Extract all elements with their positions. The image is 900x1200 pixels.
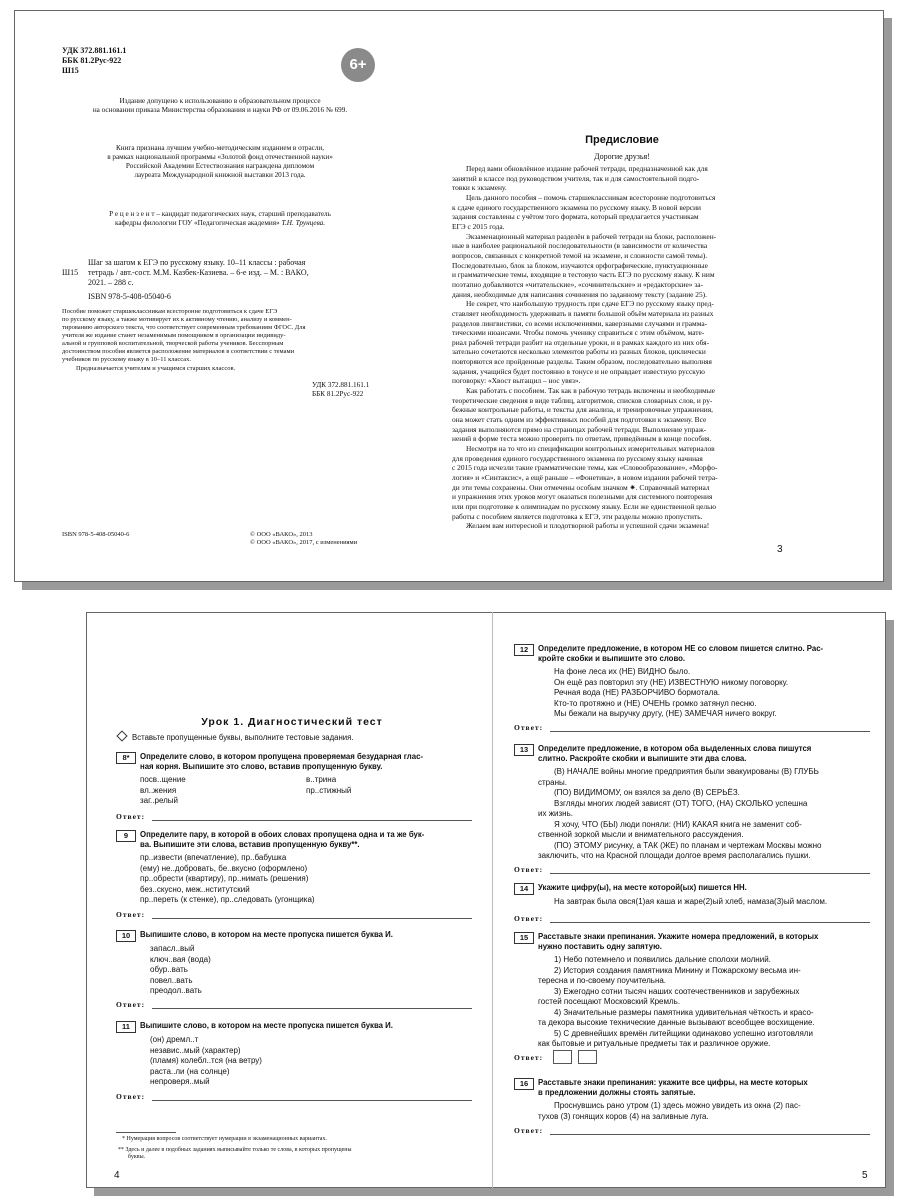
age-rating-badge: 6+ (341, 48, 375, 82)
lesson-title: Урок 1. Диагностический тест (201, 716, 383, 728)
footnotes: * Нумерация вопросов соответствует нумерации в экзаменационных вариантах. ** Здесь и далее в подобных заданиях выписывайте только те слова, в которых пропущены буквы. (118, 1136, 352, 1160)
preface-line: занятий в классе под руководством учителя, так и для самостоятельной подго- (452, 173, 700, 183)
instruction: Вставьте пропущенные буквы, выполните тестовые задания. (118, 732, 354, 742)
preface-body (452, 164, 790, 531)
preface-line: логия» и «Синтаксис», а ещё раньше – «Фонетика», в новом издании рабочей тетра- (452, 473, 718, 482)
preface-title: Предисловие (585, 134, 659, 146)
question-number-13: 13 (514, 744, 534, 756)
award-note: Книга признана лучшим учебно-методическим изданием в отрасли, в рамках национальной программы «Золотой фонд отечественной науки» Российской Академии Естествознания награждена дипломом лауреата Международной книжной выставки 2013 года. (107, 144, 333, 179)
answer-label-9: Ответ: (116, 910, 146, 919)
answer-label-13: Ответ: (514, 865, 544, 874)
question-number-15: 15 (514, 932, 534, 944)
question-9-items: пр..извести (впечатление), пр..бабушка (ему) не..добровать, бе..вкусно (оформлено) пр..обрести (квартиру), пр..нимать (решения) без..скусно, меж..нститутский пр..переть (к стенке), пр..следовать (угонщика) (140, 853, 315, 904)
question-10-text: Выпишите слово, в котором на месте пропуска пишется буква И. (140, 930, 393, 939)
question-number-11: 11 (116, 1021, 136, 1033)
page-number: 3 (777, 544, 783, 555)
question-number-8: 8* (116, 752, 136, 764)
question-16-text: Расставьте знаки препинания: укажите все цифры, на месте которых в предложении должны стоять запятые. (538, 1078, 808, 1097)
preface-line: повторяются все пройденные разделы. Таким образом, последовательно выполняя (452, 357, 712, 367)
question-9-text: Определите пару, в которой в обоих словах пропущена одна и та же бук- ва. Выпишите эти слова, вставив пропущенную букву**. (140, 830, 425, 849)
isbn-footer: ISBN 978-5-408-05040-6 (62, 531, 130, 538)
annotation: Пособие поможет старшеклассникам всесторонне подготовиться к сдаче ЕГЭ по русскому языку, а также мотивирует их к активному чтению, анализу и коммен- тированию авторского текста, что соответствует современным требованиям ФГОС. Для учителя же издание станет незаменимым помощником в организации индивиду- альной и групповой воспитательной, творческой работы учеников. Бесспорным достоинством пособия является расположение материалов в соответствии с темами учебников по русскому языку в 10–11 классах. Предназначается учителям и учащимся старших классов. (62, 308, 392, 373)
preface-line: вопросов, связанных с конкретной темой на экзамене, и сложности самой темы). (452, 250, 708, 260)
preface-line: Последовательно, блок за блоком, изучаются орфографические, пунктуационные (452, 260, 708, 270)
preface-line: Экзаменационный материал разделён в рабочей тетради на блоки, расположен- (466, 231, 717, 241)
copyright: © ООО «ВАКО», 2013 © ООО «ВАКО», 2017, с изменениями (250, 531, 358, 546)
bottom-codes: УДК 372.881.161.1 ББК 81.2Рус-922 (312, 381, 370, 398)
preface-line: задания выполняются прямо на страницах рабочей тетради. Выполнение упраж- (452, 424, 707, 434)
audience-note: Предназначается учителям и учащимся старших классов. (76, 365, 236, 372)
preface-line: разделов лингвистики, со всеми исключениями, каверзными случаями и граммa- (452, 318, 708, 328)
question-number-12: 12 (514, 644, 534, 656)
page-number-4: 4 (114, 1170, 120, 1181)
preface-line: Перед вами обновлённое издание рабочей тетради, предназначенной как для (466, 164, 708, 173)
answer-cell-15-1[interactable] (553, 1050, 572, 1064)
imprint-codes (62, 46, 126, 76)
answer-line-13[interactable] (550, 873, 870, 874)
preface-line: Несмотря на то что из спецификации контрольных измерительных материалов (466, 444, 715, 454)
preface-line: и упражнения этих уроков могут оказаться полезными для системного повторения (452, 492, 713, 502)
preface-line: для проведения единого государственного экзамена по русскому языку начиная (452, 453, 703, 463)
answer-line-12[interactable] (550, 731, 870, 732)
preface-line: Не секрет, что наибольшую трудность при сдаче ЕГЭ по русскому языку пред- (466, 299, 714, 309)
reviewer-note: Р е ц е н з е н т – кандидат педагогических наук, старший преподаватель кафедры филологии ГОУ «Педагогическая академия» Т.Н. Трунцева. (109, 210, 331, 227)
answer-line-9[interactable] (152, 918, 472, 919)
preface-line: и грамматические темы, входящие в тестовую часть ЕГЭ по русскому языку. К ним (452, 270, 715, 280)
diamond-pencil-icon (116, 730, 127, 741)
question-10-items: запасл..вый ключ..вая (вода) обур..вать повел..вать преодол..вать (150, 944, 211, 995)
answer-label-15: Ответ: (514, 1053, 544, 1062)
preface-line: работы с пособием является подготовка к ЕГЭ, эти разделы можно пропустить. (452, 511, 703, 521)
question-13-text: Определите предложение, в котором оба выделенных слова пишутся слитно. Раскройте скобки и выпишите эти два слова. (538, 744, 812, 763)
isbn-line: ISBN 978-5-408-05040-6 (88, 292, 171, 301)
preface-line: она может стать одним из эффективных пособий для подготовки к экзамену. Все (452, 415, 707, 425)
udk-code: УДК 372.881.161.1 (62, 46, 127, 55)
question-15-items: 1) Небо потемнело и появились дальние сполохи молний. 2) История создания памятника Минину и Пожарскому весьма ин- тересна и по-своему поучительна. 3) Ежегодно сотни тысяч наших соотечественников и зарубежных гостей посещают Московский Кремль. 4) Значительные размеры памятника удивительная чёткость и красо- та декора высокие технические данные вызывают всеобщее восхищение. 5) С древнейших времён литейщики одинаково успешно изготовляли как бытовые и ритуальные предметы так и различное оружие. (538, 955, 815, 1048)
answer-label-8: Ответ: (116, 812, 146, 821)
answer-label-12: Ответ: (514, 723, 544, 732)
preface-line: поэтапно добавляются «читательские», «сочинительские» и «редакторские» за- (452, 279, 703, 289)
answer-line-14[interactable] (550, 922, 870, 923)
preface-line: зательно сочетаются несколько элементов работы из разных блоков, циклически (452, 347, 706, 357)
page-fold (492, 612, 493, 1188)
preface-line: ЕГЭ с 2015 года. (452, 221, 505, 231)
answer-label-10: Ответ: (116, 1000, 146, 1009)
preface-line: ные в наиболее рациональной последовательности (в зависимости от количества (452, 241, 708, 251)
question-number-14: 14 (514, 883, 534, 895)
question-14-text: Укажите цифру(ы), на месте которой(ых) пишется НН. (538, 883, 747, 892)
question-number-16: 16 (514, 1078, 534, 1090)
ministry-note: Издание допущено к использованию в образовательном процессе на основании приказа Министерства образования и науки РФ от 09.06.2016 № 699. (92, 97, 348, 114)
answer-label-11: Ответ: (116, 1092, 146, 1101)
question-8-text: Определите слово, в котором пропущена проверяемая безударная глас- ная корня. Выпишите это слово, вставив пропущенную букву. (140, 752, 424, 771)
question-14-items: На завтрак была овся(1)ая каша и жаре(2)ый хлеб, намаза(3)ый маслом. (554, 897, 828, 906)
footnote-rule (116, 1132, 176, 1133)
preface-line: Как работать с пособием. Так как в рабочую тетрадь включены и необходимые (466, 386, 715, 396)
question-12-text: Определите предложение, в котором НЕ со словом пишется слитно. Рас- кройте скобки и выпишите это слово. (538, 644, 824, 663)
preface-line: Цель данного пособия – помочь старшеклассникам всесторонне подготовиться (466, 192, 716, 202)
page-number-5: 5 (862, 1170, 868, 1181)
preface-line: ди эти темы сохранены. Они отмечены особым значком ✷. Справочный материал (452, 482, 710, 492)
preface-line: ставляет необходимость удерживать в памяти большой объём материала из разных (452, 308, 714, 318)
preface-line: поговорку: «Хвост вытащил – нос увяз». (452, 376, 581, 386)
question-12-items: На фоне леса их (НЕ) ВИДНО было. Он ещё раз повторил эту (НЕ) ИЗВЕСТНУЮ никому поговорку. Речная вода (НЕ) РАЗБОРЧИВО бормотала. Кто-то протяжно и (НЕ) ОЧЕНЬ громко затянул песню. Мы бежали на выручку другу, (НЕ) ЗАМЕЧАЯ ничего вокруг. (554, 667, 789, 718)
answer-label-14: Ответ: (514, 914, 544, 923)
preface-line: нений в форме теста можно проверить по ответам, приведённым в конце пособия. (452, 434, 712, 444)
preface-line: задания, учащийся будет постоянно в тонусе и не оправдает известную русскую (452, 366, 705, 376)
question-11-text: Выпишите слово, в котором на месте пропуска пишется буква И. (140, 1021, 393, 1030)
preface-line: Желаем вам интересной и плодотворной работы и успешной сдачи экзамена! (466, 521, 710, 531)
answer-line-16[interactable] (550, 1134, 870, 1135)
preface-line: к сдаче единого государственного экзамена по русскому языку. В новой версии (452, 202, 701, 212)
preface-line: риал рабочей тетради разбит на отдельные уроки, и в рамках каждого из них обя- (452, 337, 710, 347)
question-8-col2: в..трина пр..стижный (306, 775, 352, 795)
answer-line-10[interactable] (152, 1008, 472, 1009)
preface-line: с 2015 года исчезли такие грамматические темы, как «Словообразование», «Морфо- (452, 463, 718, 473)
preface-line: теоретические сведения в виде таблиц, алгоритмов, списков словарных слов, и ру- (452, 395, 713, 405)
preface-line: задания составлены с учётом того формата, который предлагается участникам (452, 212, 699, 222)
preface-line: или при подготовке к олимпиадам по русскому языку. Если же единственной целью (452, 501, 717, 511)
answer-cell-15-2[interactable] (578, 1050, 597, 1064)
question-number-9: 9 (116, 830, 136, 842)
question-11-items: (он) дремл..т независ..мый (характер) (пламя) колебл..тся (на ветру) раста..ли (на солнце) непроверя..мый (150, 1035, 262, 1086)
question-8-col1: посв..щение вл..жения заг..релый (140, 775, 186, 805)
question-15-text: Расставьте знаки препинания. Укажите номера предложений, в которых нужно поставить одну запятую. (538, 932, 819, 951)
preface-line: дания, необходимые для написания сочинения по заданному тексту (задание 25). (452, 289, 707, 299)
preface-greeting: Дорогие друзья! (594, 152, 650, 161)
preface-line: тическими нюансами. Чтобы помочь ученику справиться с этим объёмом, мате- (452, 328, 705, 338)
answer-line-11[interactable] (152, 1100, 472, 1101)
author-mark: Ш15 (62, 66, 79, 75)
question-16-items: Проснувшись рано утром (1) здесь можно увидеть из окна (2) пас- тухов (3) гонящих коров (4) на заливные луга. (538, 1101, 801, 1121)
answer-label-16: Ответ: (514, 1126, 544, 1135)
preface-line: товки к экзамену. (452, 183, 507, 193)
answer-line-8[interactable] (152, 820, 472, 821)
question-13-items: (В) НАЧАЛЕ войны многие предприятия были эвакуированы (В) ГЛУБЬ страны. (ПО) ВИДИМОМУ, он взялся за дело (В) СЕРЬЁЗ. Взгляды многих людей зависят (ОТ) ТОГО, (НА) СКОЛЬКО успешна их жизнь. Я хочу, ЧТО (БЫ) люди поняли: (НИ) КАКАЯ книга не заменит соб- ственной зоркой мысли и внимательного рассуждения. (ПО) ЭТОМУ рисунку, а ТАК (ЖЕ) по планам и чертежам Москвы можно заключить, что на Красной площади долгое время располагались пушки. (538, 767, 822, 860)
bbk-code: ББК 81.2Рус-922 (62, 56, 122, 65)
question-number-10: 10 (116, 930, 136, 942)
catalog-entry: Ш15 Шаг за шагом к ЕГЭ по русскому языку. 10–11 классы : рабочая тетрадь / авт.-сост. М.М. Казбек-Казиева. – 6-е изд. – М. : ВАКО, 2021. – 288 с. ISBN 978-5-408-05040-6 (62, 258, 392, 302)
preface-line: бежные контрольные работы, и тексты для анализа, и тренировочные упражнения, (452, 405, 713, 415)
